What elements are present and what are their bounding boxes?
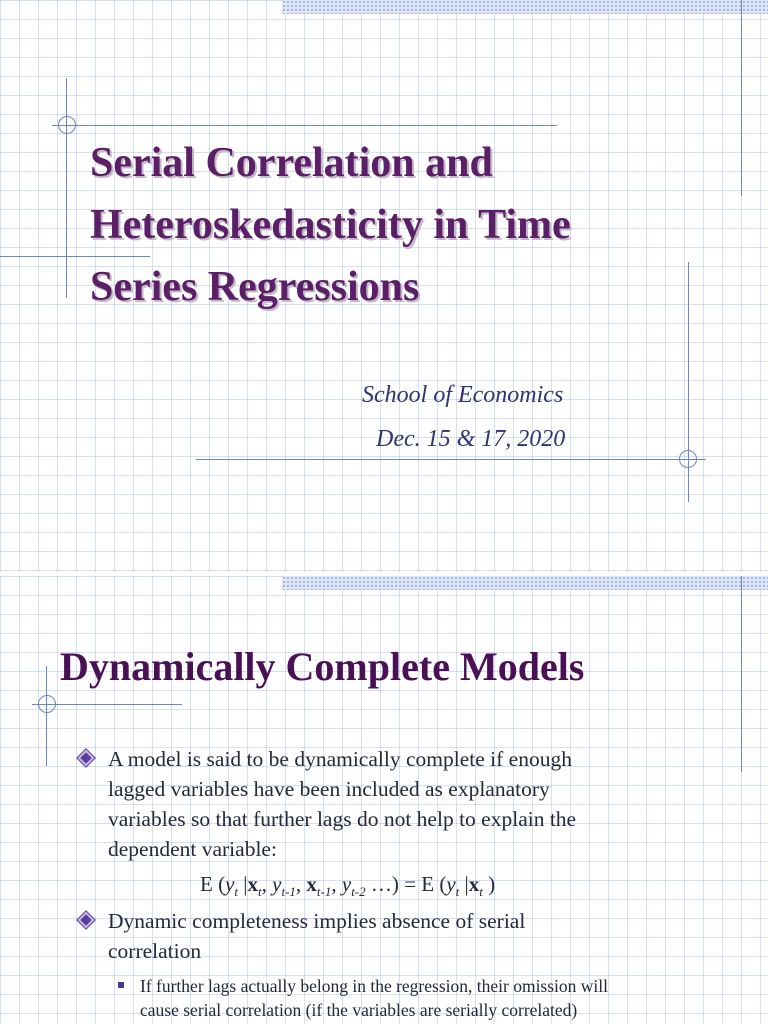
formula-symbol: x [468, 872, 480, 896]
sub-bullet-text [140, 974, 760, 1022]
bullet-text [108, 906, 748, 966]
crosshair-icon [679, 450, 697, 468]
formula-symbol: y [446, 872, 456, 896]
bullet-line: dependent variable: [108, 837, 277, 861]
decorative-horizontal-line [196, 459, 706, 460]
formula-subscript: t [479, 884, 483, 900]
bullet-line: Dynamic completeness implies absence of serial [108, 909, 526, 933]
bullet-line: correlation [108, 939, 202, 963]
decorative-vertical-line [66, 78, 67, 298]
title-line: Series Regressions [90, 264, 420, 310]
crosshair-icon [58, 116, 76, 134]
formula: E ($y_t$ $|x_t$, $y_{t-1}$, $x_{t-1}$, $y_{t-2}$ …) = E ($y_t$ $|x_t$ ) [200, 872, 496, 900]
top-decorative-band [282, 0, 768, 14]
formula-symbol: = [404, 872, 416, 896]
content-slide [0, 576, 768, 1024]
diamond-bullet-icon [78, 750, 95, 767]
decorative-vertical-line [46, 666, 47, 766]
formula-subscript: t [258, 884, 262, 900]
top-decorative-band [282, 576, 768, 590]
formula-subscript: t-1 [316, 884, 332, 900]
bullet-line: variables so that further lags do not help to explain the [108, 807, 577, 831]
formula-symbol: E [200, 872, 213, 896]
sub-bullet-line: If further lags actually belong in the regression, their omission will [140, 976, 609, 996]
title-line: Serial Correlation and [90, 140, 493, 186]
decorative-horizontal-line [52, 125, 557, 126]
diamond-bullet-icon [78, 912, 95, 929]
formula-subscript: t [234, 884, 239, 900]
sub-bullet-line: cause serial correlation (if the variables are serially correlated) [140, 1000, 578, 1020]
square-bullet-icon [118, 982, 124, 988]
formula-subscript: t-2 [351, 884, 366, 900]
formula-subscript: t-1 [281, 884, 296, 900]
slide-title [90, 132, 730, 318]
decorative-vertical-line [741, 0, 742, 196]
subtitle-school: School of Economics [362, 382, 564, 408]
bullet-line: A model is said to be dynamically complete if enough [108, 747, 572, 771]
subtitle-date: Dec. 15 & 17, 2020 [376, 426, 566, 452]
bullet-text [108, 744, 748, 864]
formula-subscript: t [455, 884, 460, 900]
bullet-line: lagged variables have been included as explanatory [108, 777, 550, 801]
title-line: Heteroskedasticity in Time [90, 202, 571, 248]
formula-symbol: x [306, 872, 317, 896]
formula-symbol: y [272, 872, 282, 896]
formula-symbol: … [370, 872, 392, 896]
formula-symbol: E [421, 872, 435, 896]
formula-symbol: y [341, 872, 352, 896]
formula-symbol: x [247, 872, 258, 896]
formula-symbol: y [225, 872, 235, 896]
crosshair-icon [38, 695, 56, 713]
slide-title: Dynamically Complete Models [60, 644, 585, 689]
